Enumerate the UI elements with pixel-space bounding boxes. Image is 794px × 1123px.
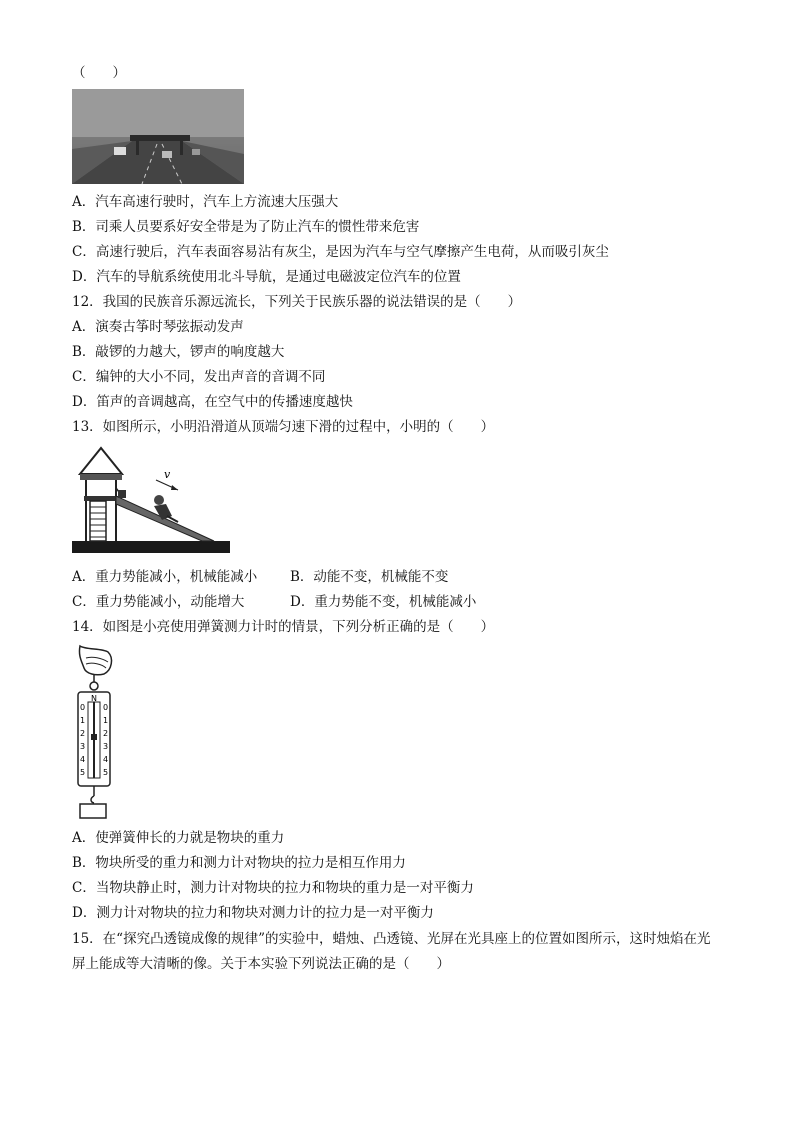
q11-option-c: C．高速行驶后，汽车表面容易沾有灰尘，是因为汽车与空气摩擦产生电荷，从而吸引灰尘 [72,244,609,260]
q14-option-c: C．当物块静止时，测力计对物块的拉力和物块的重力是一对平衡力 [72,880,474,896]
scale-unit-label: N [91,694,97,703]
q11-option-d: D．汽车的导航系统使用北斗导航，是通过电磁波定位汽车的位置 [72,269,461,285]
scale-tick-right-2: 2 [103,729,109,738]
scale-tick-right-0: 0 [103,703,109,712]
q12-option-d: D．笛声的音调越高，在空气中的传播速度越快 [72,394,353,410]
q13-option-a: A．重力势能减小，机械能减小 [72,569,258,585]
q11-option-b: B．司乘人员要系好安全带是为了防止汽车的惯性带来危害 [72,219,420,235]
q12-option-c: C．编钟的大小不同，发出声音的音调不同 [72,369,326,385]
scale-tick-right-3: 3 [103,742,109,751]
scale-tick-left-5: 5 [80,768,86,777]
spring-scale-figure [72,644,122,820]
q13-options-row1 [72,568,449,586]
q14-option-d: D．测力计对物块的拉力和物块对测力计的拉力是一对平衡力 [72,905,434,921]
q15-stem-line2: 屏上能成等大清晰的像。关于本实验下列说法正确的是（ ） [72,956,450,972]
q14-option-a: A．使弹簧伸长的力就是物块的重力 [72,830,285,846]
q13-stem: 13．如图所示，小明沿滑道从顶端匀速下滑的过程中，小明的（ ） [72,419,495,435]
scale-tick-right-4: 4 [103,755,109,764]
scale-tick-left-1: 1 [80,716,86,725]
q13-option-d: D．重力势能不变，机械能减小 [290,594,477,610]
q11-stem-tail: （ ） [72,65,126,81]
slide-figure [72,444,232,556]
q12-option-a: A．演奏古筝时琴弦振动发声 [72,319,244,335]
q12-option-b: B．敲锣的力越大，锣声的响度越大 [72,344,285,360]
scale-tick-left-0: 0 [80,703,86,712]
q14-stem: 14．如图是小亮使用弹簧测力计时的情景，下列分析正确的是（ ） [72,619,495,635]
scale-tick-left-2: 2 [80,729,86,738]
q13-option-c: C．重力势能减小，动能增大 [72,594,245,610]
q12-stem: 12．我国的民族音乐源远流长，下列关于民族乐器的说法错误的是（ ） [72,294,522,310]
q13-options-row2 [72,593,477,611]
scale-tick-right-1: 1 [103,716,109,725]
highway-photo [72,89,244,184]
scale-tick-right-5: 5 [103,768,109,777]
scale-tick-left-4: 4 [80,755,86,764]
q15-stem-line1: 15．在“探究凸透镜成像的规律”的实验中，蜡烛、凸透镜、光屏在光具座上的位置如图所示，这时烛焰在光 [72,931,711,947]
scale-tick-left-3: 3 [80,742,86,751]
q14-option-b: B．物块所受的重力和测力计对物块的拉力是相互作用力 [72,855,406,871]
velocity-label: v [164,468,171,481]
q11-option-a: A．汽车高速行驶时，汽车上方流速大压强大 [72,194,339,210]
q13-option-b: B．动能不变，机械能不变 [290,569,449,585]
